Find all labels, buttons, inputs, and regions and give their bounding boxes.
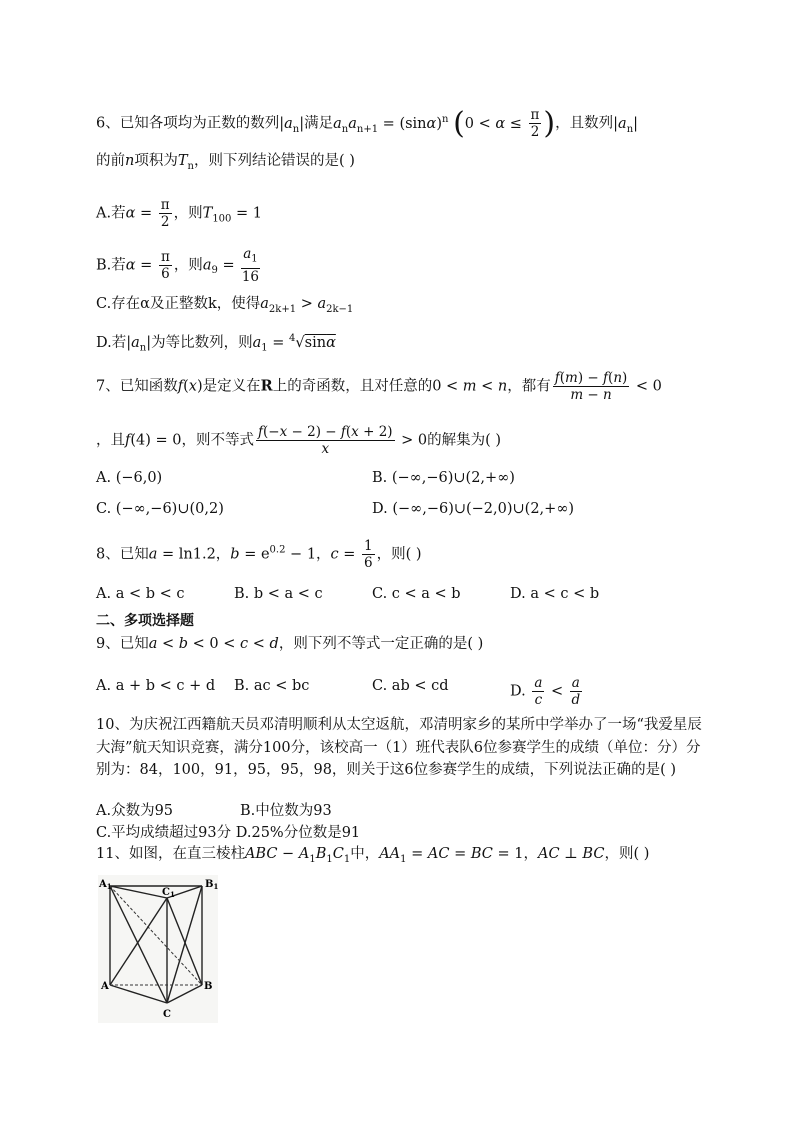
seq-abs: $|a_n|$: [279, 115, 305, 135]
q6-option-a[interactable]: A.若α = $\frac{\pi}{2}$ ，则$T_{100} = 1$: [96, 197, 262, 230]
q8-option-d[interactable]: D. a < c < b: [510, 586, 600, 602]
label-b1: $B_1$: [205, 879, 218, 891]
q8-option-a[interactable]: A. a < b < c: [96, 586, 185, 602]
q6-stem-5: 项积为: [134, 153, 178, 169]
q9-option-a[interactable]: A. a + b < c + d: [96, 678, 216, 694]
q7-line2: ，且f(4) = 0，则不等式 $\frac{f(-x - 2) - f(x + 2)}{x}$ > 0的解集为( ): [96, 424, 502, 457]
q7-option-a[interactable]: A. (−6,0): [96, 470, 163, 486]
q6-stem-2: 满足: [304, 115, 334, 132]
label-c1: $C_1$: [162, 887, 175, 899]
q10-option-cd[interactable]: C.平均成绩超过93分 D.25%分位数是91: [96, 825, 361, 841]
q6-stem-1: 6、已知各项均为正数的数列: [96, 115, 280, 132]
q11-stem: 11、如图，在直三棱柱ABC − $A_1B_1C_1$中，$AA_1$ = AC = BC = 1，AC ⊥ BC，则( ): [96, 846, 650, 865]
label-c: C: [163, 1009, 171, 1020]
q10-stem: 10、为庆祝江西籍航天员邓清明顺利从太空返航，邓清明家乡的某所中学举办了一场“我爱星辰大海”航天知识竞赛，满分100分，该校高一（1）班代表队6位参赛学生的成绩（单位：分）分别为：84，100，91，95，95，98，则关于这6位参赛学生的成绩，下列说法正确的是( ): [96, 717, 702, 778]
q7-option-c[interactable]: C. (−∞,−6)∪(0,2): [96, 501, 224, 517]
q7-option-b[interactable]: B. (−∞,−6)∪(2,+∞): [372, 470, 515, 486]
q7-option-d[interactable]: D. (−∞,−6)∪(−2,0)∪(2,+∞): [372, 501, 575, 517]
q10-option-b[interactable]: B.中位数为93: [240, 803, 332, 819]
q9-option-b[interactable]: B. ac < bc: [234, 678, 310, 694]
prism-svg: [98, 875, 218, 1023]
q10-option-a[interactable]: A.众数为95: [96, 803, 174, 819]
q9-option-c[interactable]: C. ab < cd: [372, 678, 449, 694]
q8-option-b[interactable]: B. b < a < c: [234, 586, 323, 602]
q8-stem: 8、已知a = ln1.2，$b = e^{0.2} - 1$，c = $\frac{1}{6}$ ，则( ): [96, 538, 422, 571]
q6-formula: $a_na_{n+1} = (\sin\alpha)^n$ (0 < α ≤ $\frac{\pi}{2}$ ): [333, 105, 556, 141]
q6-line2: 的前n项积为$T_n$，则下列结论错误的是( ): [96, 153, 355, 172]
q6-stem-6: ，则下列结论错误的是( ): [193, 153, 355, 169]
q6-option-d[interactable]: D.若$|a_n|$为等比数列，则$a_1 = ^4√\sin\alpha$: [96, 333, 336, 354]
section-title: 二、多项选择题: [96, 613, 194, 629]
label-b: B: [204, 981, 213, 992]
q6-stem-4: 的前: [96, 153, 125, 169]
q9-stem: 9、已知a < b < 0 < c < d，则下列不等式一定正确的是( ): [96, 636, 484, 652]
q9-option-d[interactable]: D. $\frac{a}{c}$ < $\frac{a}{d}$: [510, 675, 581, 708]
q6-option-b[interactable]: B.若α = $\frac{\pi}{6}$ ，则$a_9$ = $\frac{a_1}{16}$: [96, 246, 260, 285]
q7-line1: 7、已知函数f(x)是定义在R上的奇函数，且对任意的0 < m < n，都有 $\frac{f(m) - f(n)}{m - n}$ < 0: [96, 370, 662, 403]
label-a: A: [101, 981, 109, 992]
label-a1: $A_1$: [99, 879, 112, 891]
q6-option-c[interactable]: C.存在α及正整数k，使得$a_{2k+1} > a_{2k-1}$: [96, 296, 354, 315]
q6-stem-3: ，且数列: [555, 115, 614, 132]
q6-line1: [96, 107, 638, 140]
q8-option-c[interactable]: C. c < a < b: [372, 586, 461, 602]
prism-figure: [98, 875, 218, 1027]
seq-abs-2: $|a_n|$: [613, 115, 639, 135]
